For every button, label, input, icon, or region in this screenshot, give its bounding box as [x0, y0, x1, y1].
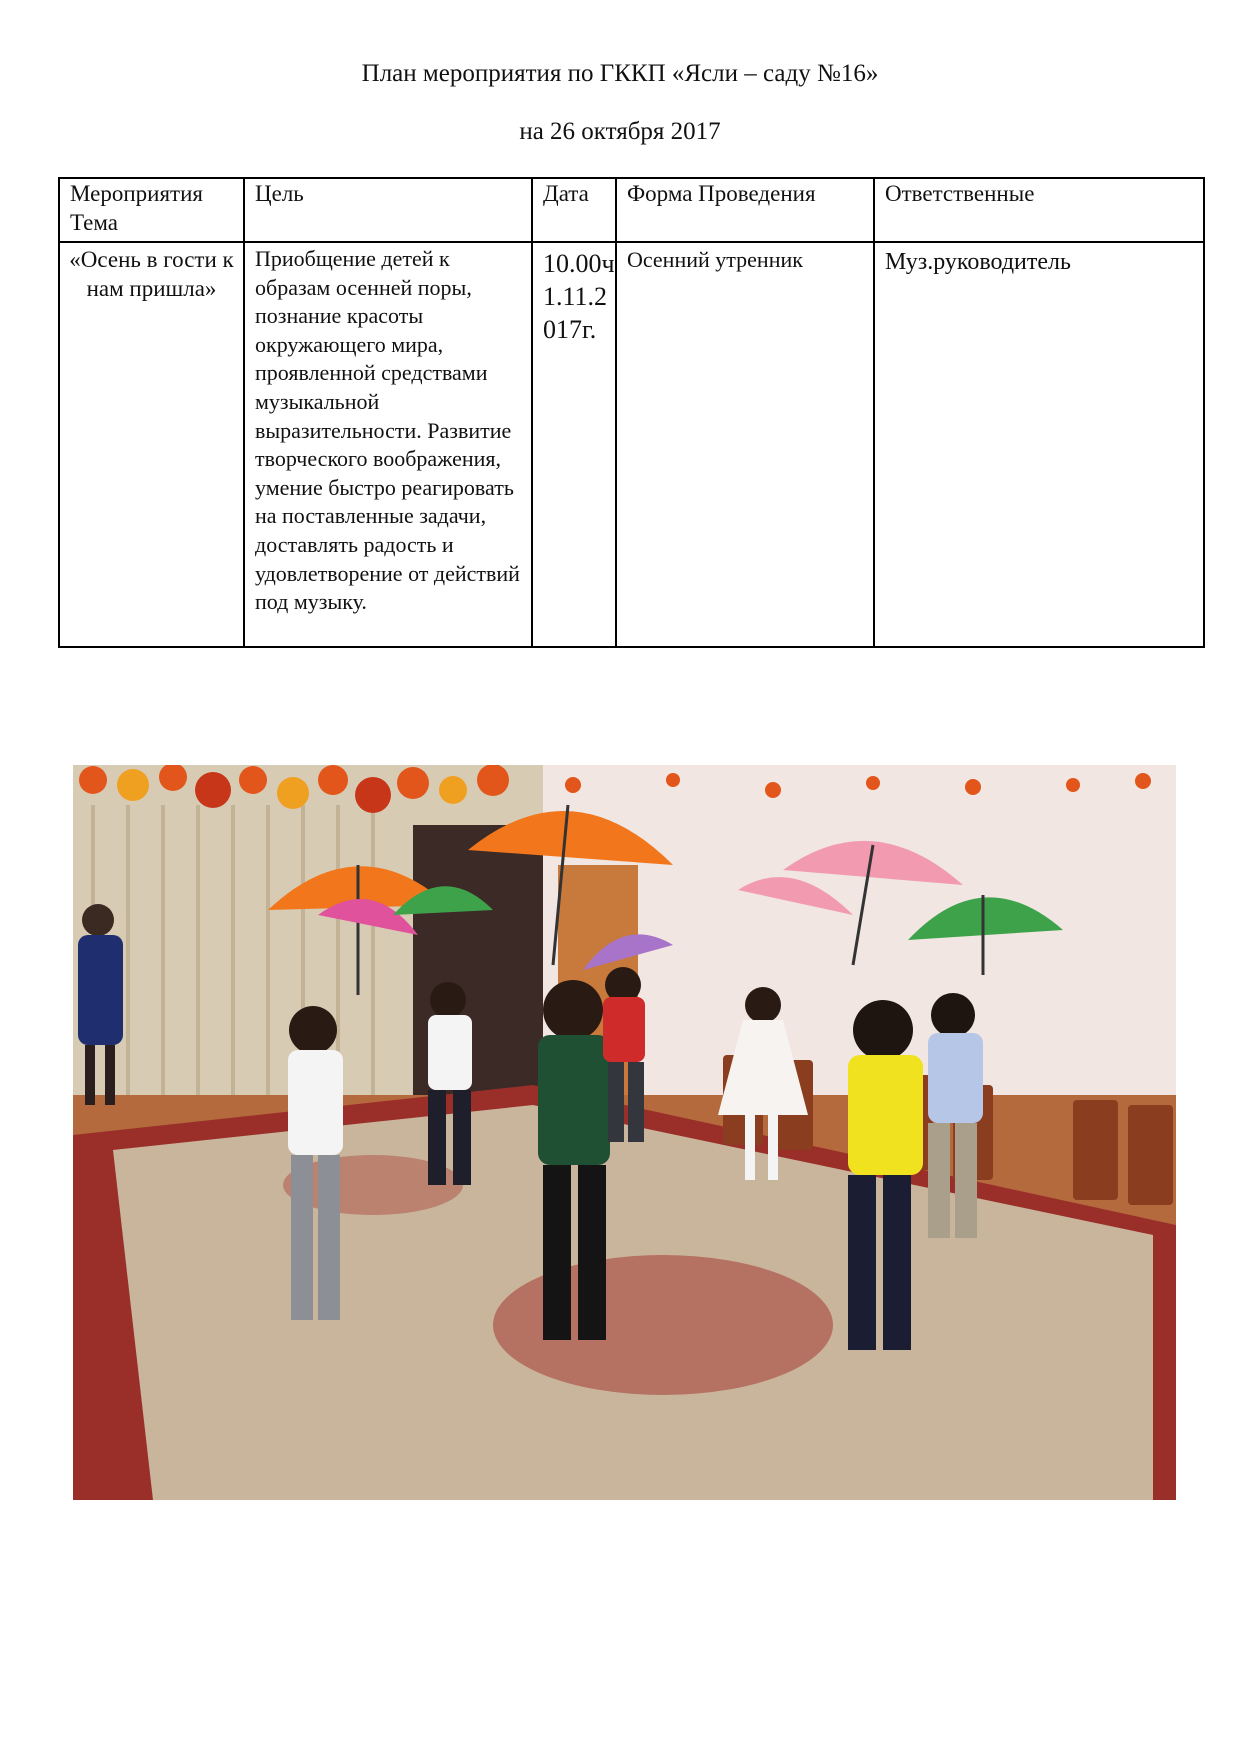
table-header-row — [59, 178, 1204, 242]
cell-form: Осенний утренник — [616, 242, 874, 647]
event-plan-table — [58, 177, 1205, 648]
header-date: Дата — [532, 178, 616, 242]
cell-date: 10.00ч 1.11.2 017г. — [532, 242, 616, 647]
cell-goal: Приобщение детей к образам осенней поры, познание красоты окружающего мира, проявленной средствами музыкальной выразительности. Развитие творческого воображения, умение быстро реагировать на поставленные задачи, доставлять радость и удовлетворение от действий под музыку. — [244, 242, 532, 647]
photo-illustration — [73, 765, 1176, 1500]
event-photo — [73, 765, 1176, 1500]
header-theme: Мероприятия Тема — [59, 178, 244, 242]
cell-responsible: Муз.руководитель — [874, 242, 1204, 647]
header-form: Форма Проведения — [616, 178, 874, 242]
document-title: План мероприятия по ГККП «Ясли – саду №16» — [361, 60, 879, 87]
header-goal: Цель — [244, 178, 532, 242]
document-date-line: на 26 октября 2017 — [519, 118, 721, 145]
cell-theme: «Осень в гости к нам пришла» — [59, 242, 244, 647]
header-responsible: Ответственные — [874, 178, 1204, 242]
table-row — [59, 242, 1204, 647]
